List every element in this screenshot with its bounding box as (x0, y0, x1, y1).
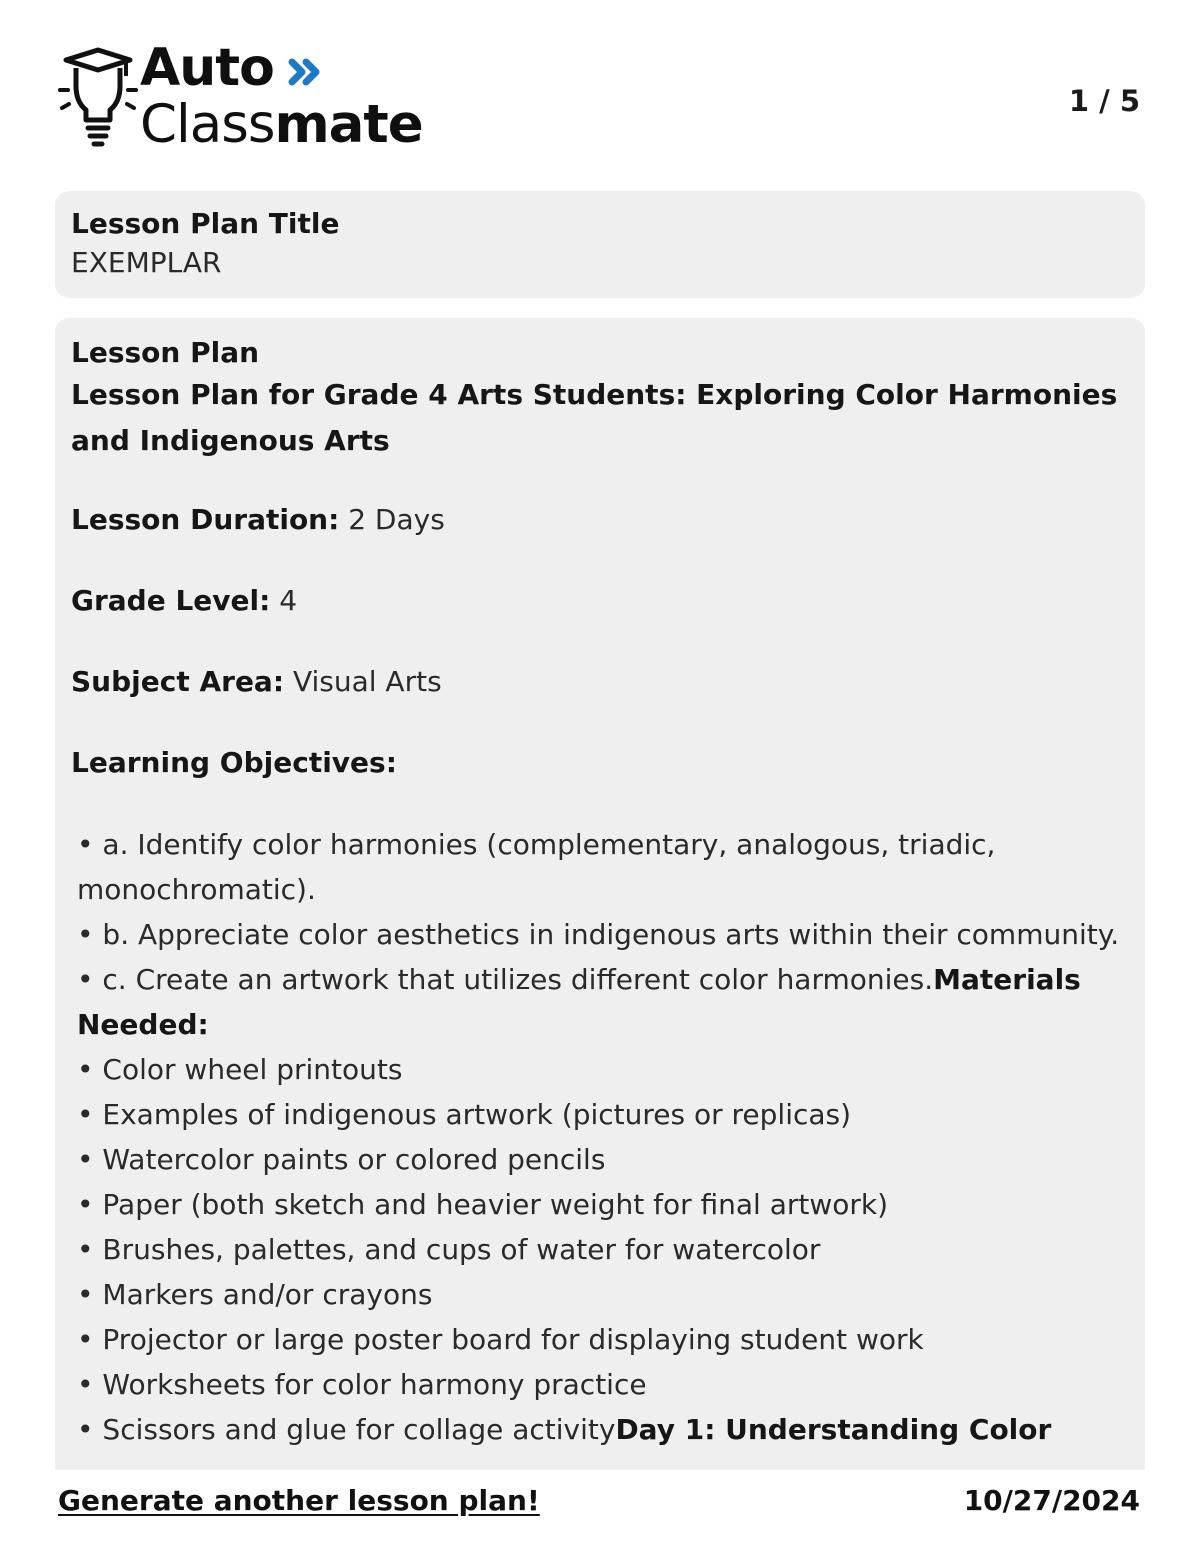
objectives-list (71, 822, 1129, 1452)
list-item: • Examples of indigenous artwork (pictures or replicas) (77, 1098, 852, 1131)
logo-word-class: Class (140, 94, 275, 155)
learning-objectives-heading: Learning Objectives: (71, 746, 397, 779)
grade-level-label: Grade Level: (71, 584, 271, 617)
list-item: • Projector or large poster board for displaying student work (77, 1323, 924, 1356)
lesson-duration-value: 2 Days (348, 503, 445, 536)
logo-word-mate: mate (274, 94, 423, 155)
grade-level (71, 581, 1129, 621)
lesson-duration (71, 500, 1129, 540)
generate-another-lesson-plan-link[interactable]: Generate another lesson plan! (58, 1484, 540, 1517)
subject-area-label: Subject Area: (71, 665, 285, 698)
list-item: • Worksheets for color harmony practice (77, 1368, 647, 1401)
lesson-title-value: EXEMPLAR (71, 246, 222, 279)
lesson-plan-card[interactable] (55, 318, 1145, 1470)
logo-word-classmate (140, 94, 423, 155)
list-item: • Scissors and glue for collage activityDay 1: Understanding Color (77, 1413, 1052, 1446)
graduation-lightbulb-icon (58, 46, 138, 152)
materials-heading-part: Needed: (77, 1008, 209, 1041)
logo-word-auto: Auto (140, 38, 274, 98)
lesson-title-card (55, 191, 1145, 298)
footer-date: 10/27/2024 (963, 1484, 1140, 1517)
list-item: • a. Identify color harmonies (complementary, analogous, triadic, monochromatic). (77, 828, 996, 906)
list-item: • b. Appreciate color aesthetics in indigenous arts within their community. (77, 918, 1120, 951)
auto-classmate-logo (58, 40, 458, 160)
lesson-plan-label: Lesson Plan (71, 336, 260, 369)
materials-heading-part: Materials (933, 963, 1081, 996)
subject-area-value: Visual Arts (292, 665, 442, 698)
lesson-plan-heading: Lesson Plan for Grade 4 Arts Students: Exploring Color Harmonies and Indigenous Arts (71, 378, 1118, 457)
list-item: • Markers and/or crayons (77, 1278, 433, 1311)
list-item: • Paper (both sketch and heavier weight for final artwork) (77, 1188, 889, 1221)
list-item: • Watercolor paints or colored pencils (77, 1143, 606, 1176)
list-item: • Color wheel printouts (77, 1053, 403, 1086)
subject-area (71, 662, 1129, 702)
page-counter: 1 / 5 (1068, 84, 1140, 118)
day-1-heading: Day 1: Understanding Color (615, 1413, 1052, 1446)
grade-level-value: 4 (279, 584, 298, 617)
header (58, 40, 1142, 160)
double-chevron-right-icon (288, 56, 324, 88)
list-item: • c. Create an artwork that utilizes different color harmonies.Materials Needed: (71, 957, 1129, 1047)
lesson-title-label: Lesson Plan Title (71, 207, 340, 240)
list-item: • Brushes, palettes, and cups of water for watercolor (77, 1233, 821, 1266)
lesson-duration-label: Lesson Duration: (71, 503, 340, 536)
